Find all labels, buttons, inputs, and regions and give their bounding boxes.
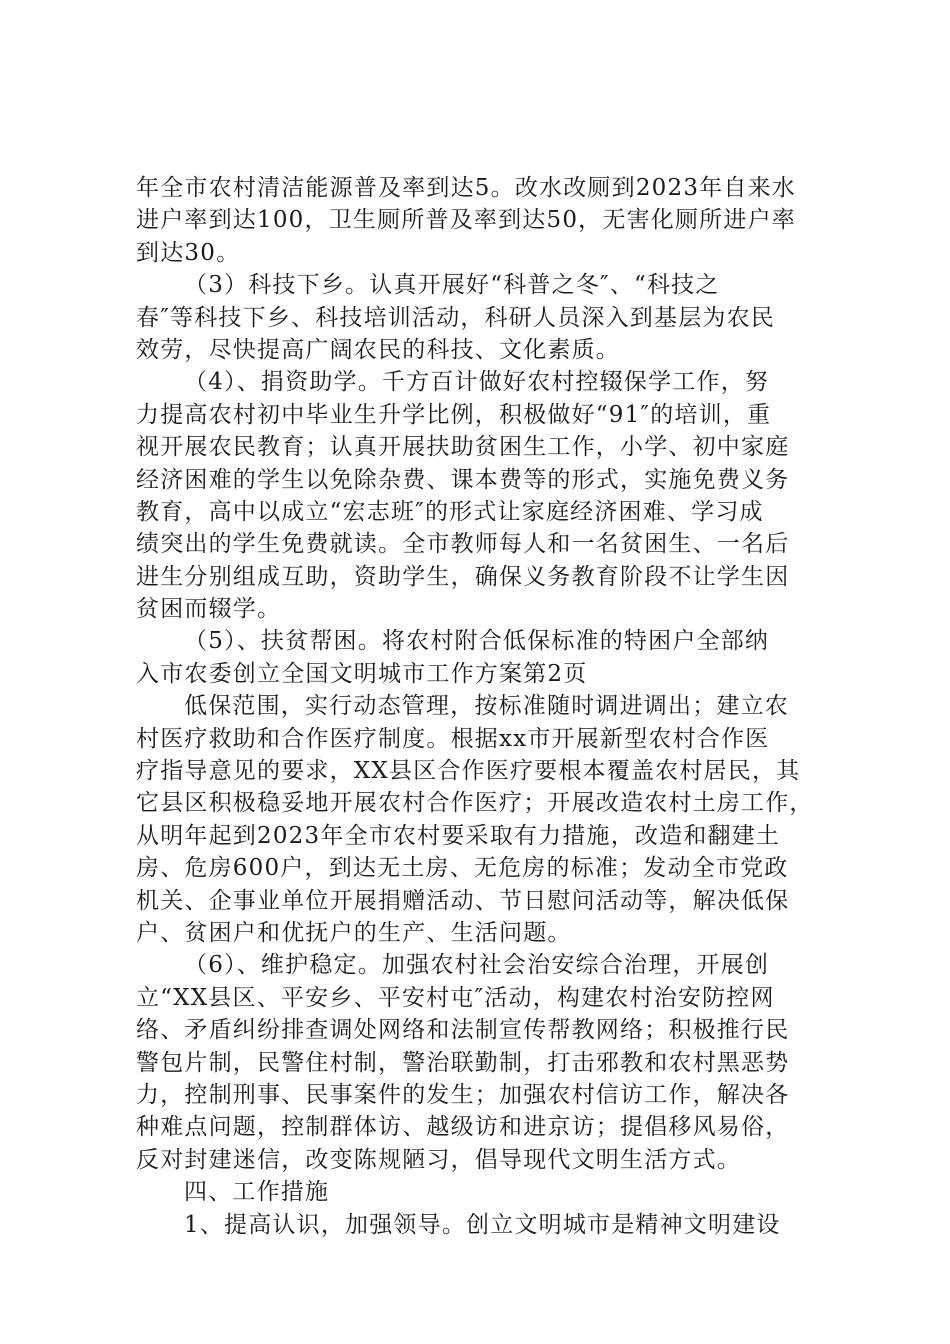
text-line: 低保范围，实行动态管理，按标准随时调进调出；建立农 — [184, 693, 789, 720]
text-line: 进户率到达100，卫生厕所普及率到达50，无害化厕所进户率 — [136, 207, 796, 234]
text-line: 络、矛盾纠纷排查调处网络和法制宣传帮教网络；积极推行民 — [136, 1017, 790, 1044]
text-line: 1、提高认识，加强领导。创立文明城市是精神文明建设 — [184, 1211, 781, 1238]
text-line: 反对封建迷信，改变陈规陋习，倡导现代文明生活方式。 — [136, 1146, 741, 1173]
text-line: 经济困难的学生以免除杂费、课本费等的形式，实施免费义务 — [136, 466, 790, 493]
text-line: 四、工作措施 — [184, 1179, 330, 1206]
text-line: 教育，高中以成立“宏志班″的形式让家庭经济困难、学习成 — [136, 498, 764, 525]
text-line: 春″等科技下乡、科技培训活动，科研人员深入到基层为农民 — [136, 304, 775, 331]
text-line: 机关、企事业单位开展捐赠活动、节日慰问活动等，解决低保 — [136, 887, 790, 914]
text-line: 力提高农村初中毕业生升学比例，积极做好“91″的培训，重 — [136, 401, 772, 428]
text-line: 到达30。 — [136, 239, 241, 266]
text-line: 它县区积极稳妥地开展农村合作医疗；开展改造农村土房工作， — [136, 790, 814, 817]
text-line: 进生分别组成互助，资助学生，确保义务教育阶段不让学生因 — [136, 563, 790, 590]
text-line: 绩突出的学生免费就读。全市教师每人和一名贫困生、一名后 — [136, 531, 790, 558]
text-line: 效劳，尽快提高广阔农民的科技、文化素质。 — [136, 336, 620, 363]
text-line: 立“XX县区、平安乡、平安村屯″活动，构建农村治安防控网 — [136, 984, 775, 1011]
text-line: 种难点问题，控制群体访、越级访和进京访；提倡移风易俗， — [136, 1114, 790, 1141]
text-line: （3）科技下乡。认真开展好“科普之冬″、“科技之 — [184, 272, 720, 299]
text-line: 贫困而辍学。 — [136, 596, 282, 623]
text-line: 力，控制刑事、民事案件的发生；加强农村信访工作，解决各 — [136, 1081, 790, 1108]
text-line: （4）、捐资助学。千方百计做好农村控辍保学工作，努 — [184, 369, 770, 396]
text-line: 村医疗救助和合作医疗制度。根据xx市开展新型农村合作医 — [136, 725, 770, 752]
text-line: 年全市农村清洁能源普及率到达5。改水改厕到2023年自来水 — [136, 175, 796, 201]
text-line: 入市农委创立全国文明城市工作方案第2页 — [136, 660, 588, 687]
text-line: 从明年起到2023年全市农村要采取有力措施，改造和翻建土 — [136, 822, 781, 849]
document-body — [136, 172, 826, 1241]
text-line: 户、贫困户和优抚户的生产、生活问题。 — [136, 919, 572, 946]
text-line: 视开展农民教育；认真开展扶助贫困生工作，小学、初中家庭 — [136, 434, 790, 461]
text-line: 疗指导意见的要求，XX县区合作医疗要根本覆盖农村居民，其 — [136, 758, 801, 785]
text-line: （5）、扶贫帮困。将农村附合低保标准的特困户全部纳 — [184, 628, 770, 655]
text-line: （6）、维护稳定。加强农村社会治安综合治理，开展创 — [184, 952, 770, 979]
text-line: 房、危房600户，到达无土房、无危房的标准；发动全市党政 — [136, 855, 789, 882]
text-line: 警包片制，民警住村制，警治联勤制，打击邪教和农村黑恶势 — [136, 1049, 790, 1076]
